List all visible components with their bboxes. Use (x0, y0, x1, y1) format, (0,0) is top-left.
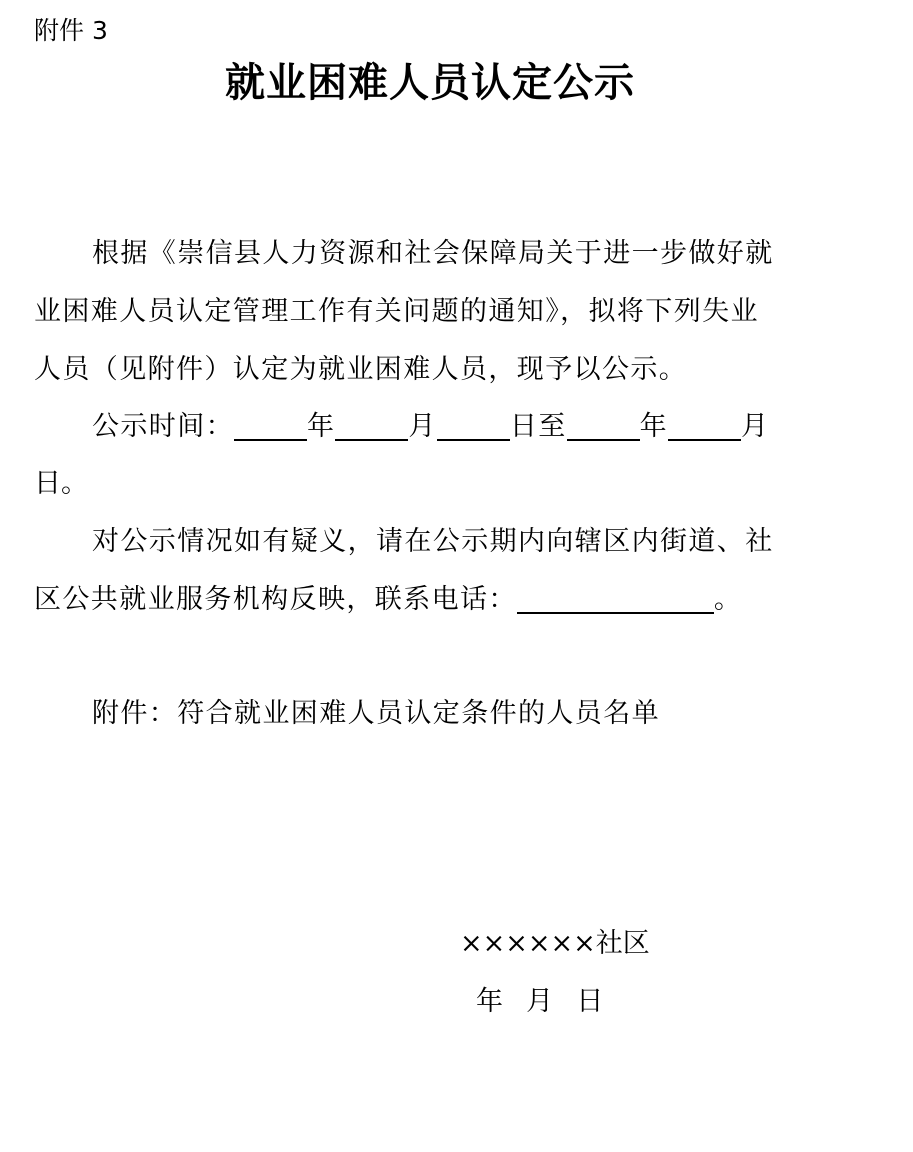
unit-year: 年 (307, 411, 336, 442)
start-day-blank (437, 409, 510, 441)
attachment-label: 附件 3 (34, 16, 108, 45)
unit-month: 月 (741, 411, 770, 442)
unit-month: 月 (408, 411, 437, 442)
unit-year: 年 (639, 411, 669, 442)
start-year-blank (234, 409, 307, 441)
paragraph-3-line-2 (34, 580, 742, 620)
paragraph-1-line-3: 人员（见附件）认定为就业困难人员，现予以公示。 (34, 354, 688, 385)
paragraph-3-line-1: 对公示情况如有疑义，请在公示期内向辖区内街道、社 (92, 526, 774, 557)
attachment-note: 附件：符合就业困难人员认定条件的人员名单 (92, 698, 660, 729)
community-name: ××××××社区 (460, 928, 650, 959)
document-title: 就业困难人员认定公示 (225, 60, 635, 106)
contact-text: 区公共就业服务机构反映，联系电话： (34, 584, 517, 615)
unit-day-to: 日至 (509, 411, 567, 442)
publicity-period (92, 407, 769, 447)
end-year-blank (567, 409, 640, 441)
signature-date: 年 月 日 (476, 986, 606, 1017)
contact-end: 。 (713, 584, 743, 615)
start-month-blank (335, 409, 408, 441)
phone-blank (517, 582, 714, 614)
end-month-blank (668, 409, 741, 441)
paragraph-1-line-2: 业困难人员认定管理工作有关问题的通知》，拟将下列失业 (34, 296, 759, 327)
publicity-period-label: 公示时间： (92, 411, 234, 442)
paragraph-1-line-1: 根据《崇信县人力资源和社会保障局关于进一步做好就 (92, 238, 774, 269)
publicity-period-end: 日。 (34, 468, 88, 499)
